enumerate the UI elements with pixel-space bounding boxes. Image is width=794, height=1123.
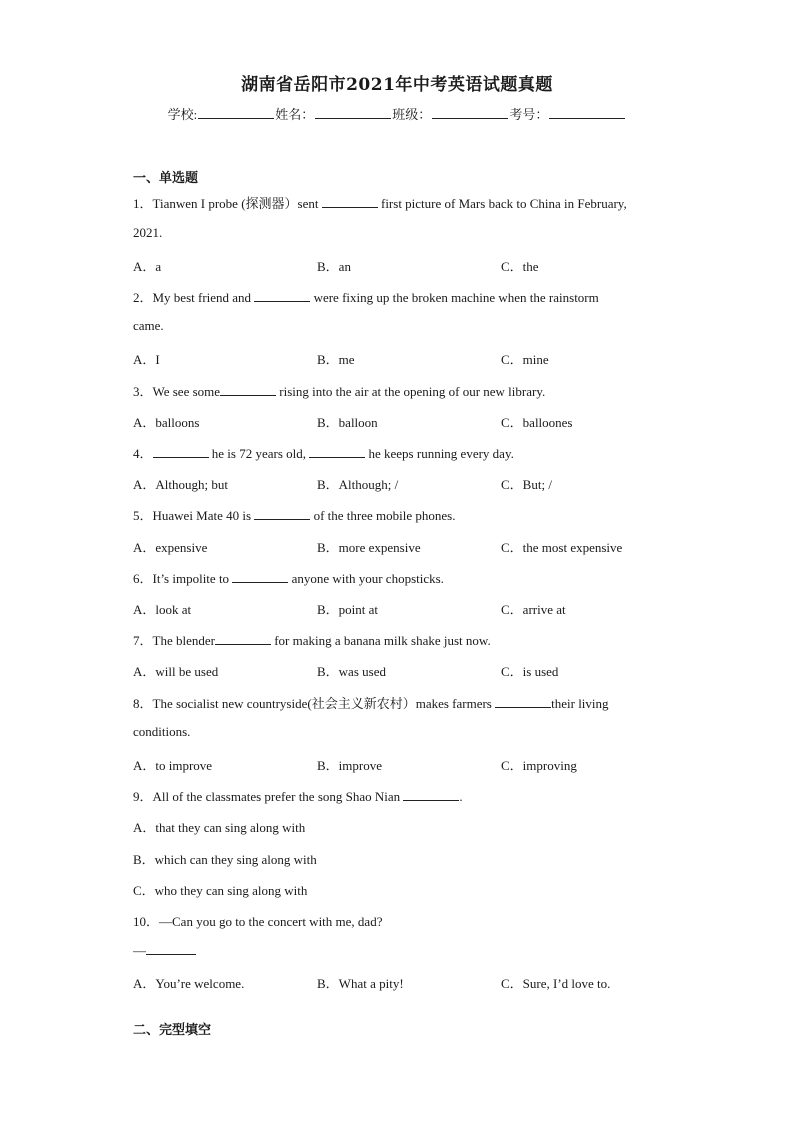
option-c[interactable]: C．mine — [501, 352, 549, 367]
option-c[interactable]: C．improving — [501, 758, 577, 773]
answer-blank — [322, 195, 378, 208]
dash-mark: — — [133, 943, 146, 958]
question-8-text-cont: conditions. — [133, 724, 191, 739]
answer-blank — [153, 445, 209, 458]
option-a[interactable]: A．look at — [133, 602, 192, 617]
question-5-part: 5．Huawei Mate 40 is — [133, 508, 255, 523]
question-3-text — [133, 381, 673, 400]
option-c[interactable]: C．balloones — [501, 415, 573, 430]
question-1-part: first picture of Mars back to China in February, — [377, 196, 627, 211]
option-b[interactable]: B．an — [317, 259, 351, 274]
name-label: 姓名： — [275, 107, 315, 122]
question-2-text-cont: came. — [133, 318, 164, 333]
question-9-text — [133, 786, 673, 805]
class-label: 班级： — [392, 107, 432, 122]
answer-blank — [220, 383, 276, 396]
question-1-part: 1．Tianwen I probe (探测器）sent — [133, 196, 322, 211]
question-5-text — [133, 505, 673, 524]
option-b[interactable]: B．improve — [317, 758, 382, 773]
exam-number-label: 考号： — [509, 107, 549, 122]
option-b[interactable]: B．me — [317, 352, 355, 367]
option-a[interactable]: A．balloons — [133, 415, 200, 430]
option-a[interactable]: A．I — [133, 352, 160, 367]
question-4-part: he is 72 years old, — [208, 446, 310, 461]
question-3-part: rising into the air at the opening of our new library. — [276, 384, 546, 399]
question-9-part: . — [459, 789, 463, 804]
question-9-option-a[interactable]: A．that they can sing along with — [133, 820, 306, 835]
question-7-text — [133, 630, 673, 649]
question-5-part: of the three mobile phones. — [310, 508, 456, 523]
option-a[interactable]: A．to improve — [133, 758, 213, 773]
question-10-text: 10．—Can you go to the concert with me, dad? — [133, 914, 383, 929]
option-c[interactable]: C．arrive at — [501, 602, 566, 617]
question-1-text-cont: 2021. — [133, 225, 163, 240]
option-c[interactable]: C．is used — [501, 664, 559, 679]
school-label: 学校: — [167, 107, 198, 122]
question-8-text — [133, 693, 673, 712]
question-3-part: 3．We see some — [133, 384, 221, 399]
option-a[interactable]: A．Although; but — [133, 477, 228, 492]
option-b[interactable]: B．more expensive — [317, 540, 421, 555]
school-blank[interactable] — [198, 106, 274, 119]
option-c[interactable]: C．Sure, I’d love to. — [501, 976, 611, 991]
question-6-text — [133, 568, 673, 587]
name-blank[interactable] — [315, 106, 391, 119]
answer-blank — [495, 695, 551, 708]
exam-number-blank[interactable] — [549, 106, 625, 119]
student-info-line — [0, 104, 794, 123]
option-a[interactable]: A．You’re welcome. — [133, 976, 245, 991]
question-2-part: were fixing up the broken machine when the rainstorm — [310, 290, 599, 305]
option-b[interactable]: B．was used — [317, 664, 386, 679]
question-1-text — [133, 193, 673, 212]
option-c[interactable]: C．the — [501, 259, 539, 274]
answer-blank — [309, 445, 365, 458]
question-8-part: their living — [551, 696, 609, 711]
answer-blank — [215, 632, 271, 645]
question-4-part: he keeps running every day. — [365, 446, 514, 461]
question-9-option-c[interactable]: C．who they can sing along with — [133, 883, 308, 898]
answer-blank — [146, 942, 196, 955]
option-b[interactable]: B．point at — [317, 602, 379, 617]
question-6-part: anyone with your chopsticks. — [288, 571, 444, 586]
option-a[interactable]: A．will be used — [133, 664, 219, 679]
question-7-part: 7．The blender — [133, 633, 215, 648]
option-a[interactable]: A．a — [133, 259, 162, 274]
question-6-part: 6．It’s impolite to — [133, 571, 233, 586]
section-heading-cloze: 二、完型填空 — [133, 1023, 212, 1038]
option-b[interactable]: B．What a pity! — [317, 976, 404, 991]
answer-blank — [403, 788, 459, 801]
question-8-part: 8．The socialist new countryside(社会主义新农村）makes farmers — [133, 696, 496, 711]
option-b[interactable]: B．Although; / — [317, 477, 399, 492]
question-9-option-b[interactable]: B．which can they sing along with — [133, 852, 317, 867]
question-2-part: 2．My best friend and — [133, 290, 255, 305]
question-2-text — [133, 287, 673, 306]
question-7-part: for making a banana milk shake just now. — [270, 633, 491, 648]
question-9-part: 9．All of the classmates prefer the song Shao Nian — [133, 789, 404, 804]
answer-blank — [254, 507, 310, 520]
question-10-response — [133, 942, 673, 959]
question-4-text — [133, 443, 673, 462]
question-4-part: 4． — [133, 446, 153, 461]
option-b[interactable]: B．balloon — [317, 415, 378, 430]
option-a[interactable]: A．expensive — [133, 540, 208, 555]
section-heading-single-choice: 一、单选题 — [133, 171, 199, 186]
option-c[interactable]: C．But; / — [501, 477, 552, 492]
answer-blank — [254, 289, 310, 302]
answer-blank — [232, 570, 288, 583]
page-title: 湖南省岳阳市2021年中考英语试题真题 — [241, 75, 553, 95]
class-blank[interactable] — [432, 106, 508, 119]
option-c[interactable]: C．the most expensive — [501, 540, 623, 555]
